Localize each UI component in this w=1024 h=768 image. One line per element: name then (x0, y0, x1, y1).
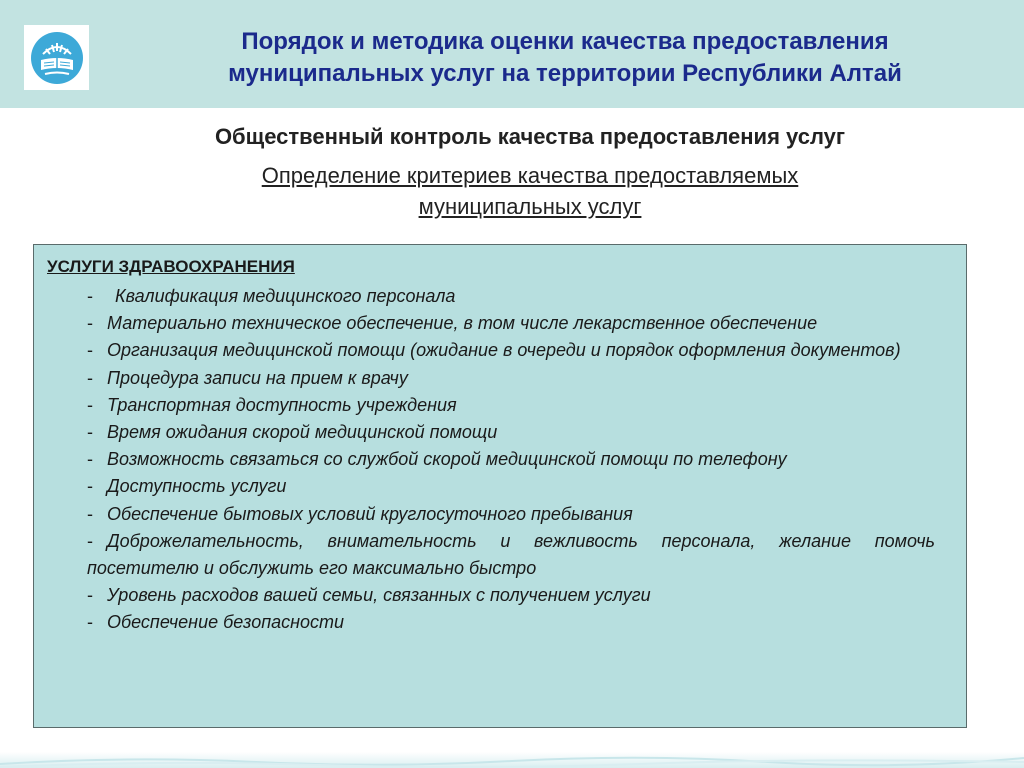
list-item (87, 365, 935, 392)
list-item (87, 310, 935, 337)
list-item (87, 392, 935, 419)
list-item (87, 609, 935, 636)
list-item (87, 528, 935, 582)
list-item-text: Обеспечение бытовых условий круглосуточного пребывания (107, 503, 633, 524)
dash-bullet: - (87, 585, 93, 606)
emblem-icon (29, 30, 85, 86)
list-item-text: Квалификация медицинского персонала (115, 286, 456, 306)
dash-bullet: - (87, 503, 93, 524)
dash-bullet: - (87, 313, 93, 334)
header-title-line1: Порядок и методика оценки качества предоставления (241, 28, 889, 55)
list-item (87, 337, 935, 364)
dash-bullet: - (87, 286, 93, 306)
dash-bullet: - (87, 476, 93, 497)
header-band (0, 0, 1024, 108)
header-title-line2: муниципальных услуг на территории Республики Алтай (228, 60, 902, 87)
list-item-text: Доброжелательность, внимательность и вежливость персонала, желание помочь посетителю и обслужить его максимально быстро (87, 530, 935, 579)
list-item-text: Обеспечение безопасности (107, 612, 345, 633)
header-title (150, 26, 980, 90)
list-item-text: Материально техническое обеспечение, в том числе лекарственное обеспечение (107, 313, 818, 334)
dash-bullet: - (87, 612, 93, 633)
criteria-box (33, 244, 967, 728)
dash-bullet: - (87, 340, 93, 361)
dash-bullet: - (87, 449, 93, 470)
footer-decoration (0, 752, 1024, 768)
list-item (87, 283, 935, 310)
logo (24, 25, 89, 90)
list-item-text: Возможность связаться со службой скорой медицинской помощи по телефону (107, 449, 787, 470)
dash-bullet: - (87, 394, 93, 415)
list-item-text: Транспортная доступность учреждения (107, 394, 457, 415)
dash-bullet: - (87, 530, 93, 551)
section-subtitle-line2: муниципальных услуг (418, 194, 642, 219)
list-item-text: Доступность услуги (107, 476, 287, 497)
list-item-text: Процедура записи на прием к врачу (107, 367, 408, 388)
section-subtitle (170, 160, 890, 222)
criteria-list (87, 283, 935, 637)
list-item (87, 501, 935, 528)
section-subtitle-line1: Определение критериев качества предоставляемых (261, 163, 799, 188)
list-item (87, 582, 935, 609)
list-item (87, 419, 935, 446)
section-title: Общественный контроль качества предоставления услуг (214, 124, 846, 149)
list-item (87, 473, 935, 500)
list-item (87, 446, 935, 473)
box-heading: УСЛУГИ ЗДРАВООХРАНЕНИЯ (47, 257, 295, 276)
footer-wave-icon (0, 752, 1024, 768)
list-item-text: Уровень расходов вашей семьи, связанных с получением услуги (107, 585, 651, 606)
list-item-text: Организация медицинской помощи (ожидание в очереди и порядок оформления документов) (107, 340, 901, 361)
dash-bullet: - (87, 367, 93, 388)
dash-bullet: - (87, 422, 93, 443)
list-item-text: Время ожидания скорой медицинской помощи (107, 422, 498, 443)
